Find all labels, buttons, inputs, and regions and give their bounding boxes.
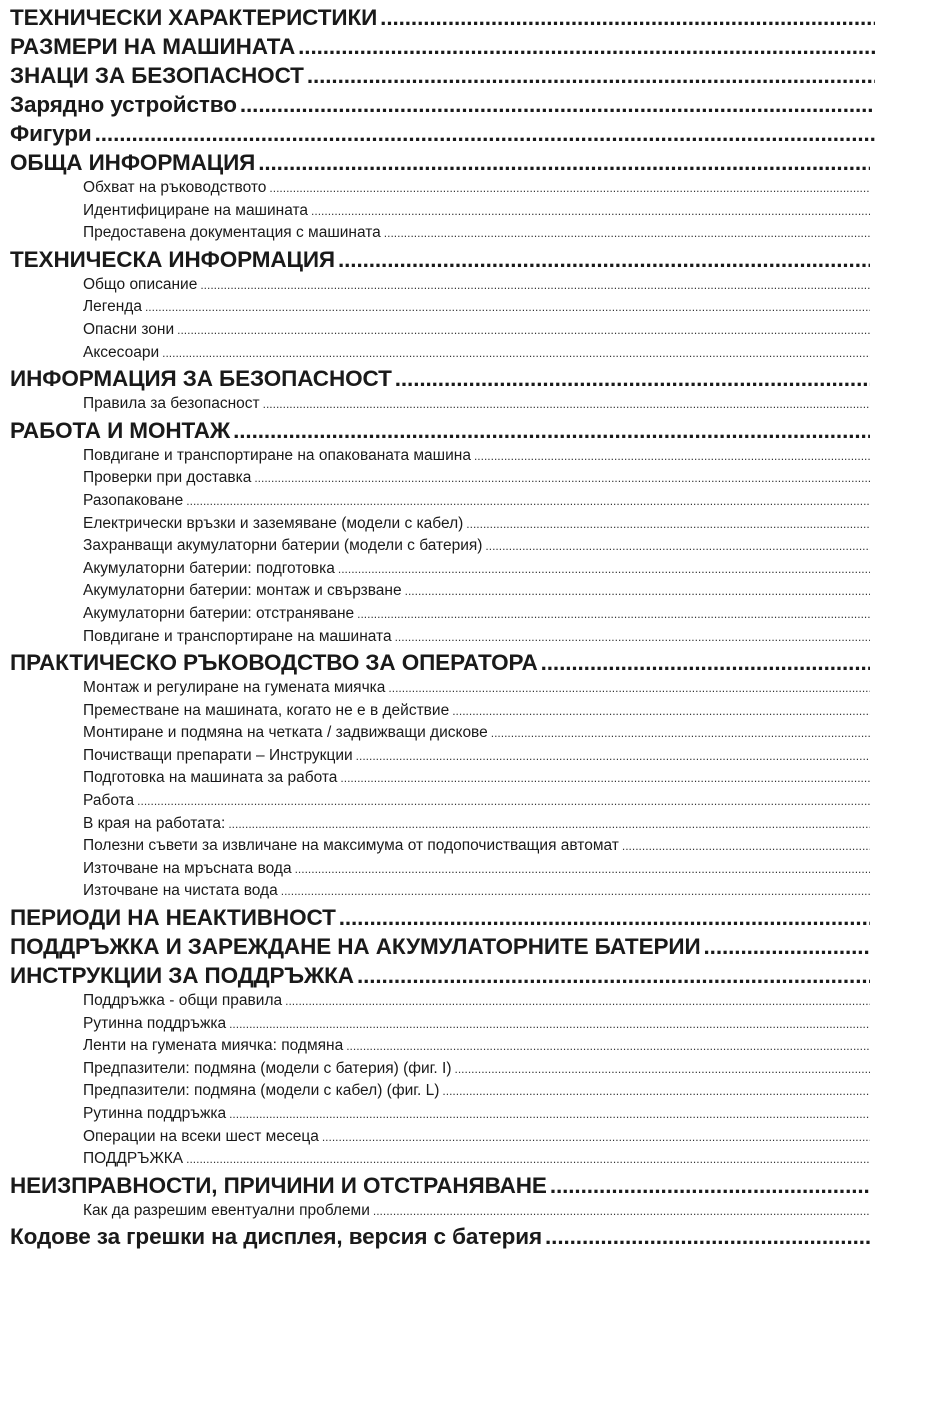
toc-entry[interactable] [10,32,875,61]
dot-leader [229,1103,870,1126]
toc-subentry[interactable] [10,513,870,536]
toc-subentry[interactable] [10,745,870,768]
toc-subentry[interactable] [10,222,870,245]
toc-entry[interactable] [10,961,870,990]
toc-entry-label: ТЕХНИЧЕСКА ИНФОРМАЦИЯ [10,246,335,272]
toc-subentry[interactable] [10,535,870,558]
toc-subentry-label: Рутинна поддръжка [83,1014,227,1032]
dot-leader [485,535,870,558]
dot-leader [298,32,875,61]
toc-entry-label: ПРАКТИЧЕСКО РЪКОВОДСТВО ЗА ОПЕРАТОРА [10,650,538,676]
toc-subentry[interactable] [10,767,870,790]
toc-subentry[interactable] [10,700,870,723]
dot-leader [466,513,870,536]
dot-leader [258,148,870,177]
toc-subentry-label: Монтаж и регулиране на гумената миячка [83,679,386,697]
toc-subentry[interactable] [10,393,870,416]
toc-subentry[interactable] [10,1200,870,1223]
dot-leader [622,835,870,858]
toc-subentry-label: Рутинна поддръжка [83,1105,227,1122]
toc-entry-label: Фигури [10,121,92,146]
toc-subentry-label: Идентифициране на машината [83,201,309,219]
dot-leader [295,858,870,881]
dot-leader [307,61,875,90]
toc-subentry[interactable] [10,445,870,468]
toc-subentry[interactable] [10,200,870,223]
toc-entry[interactable] [10,119,875,148]
toc-subentry[interactable] [10,677,870,700]
toc-subentry-label: Работа [83,792,135,810]
dot-leader [338,558,870,581]
dot-leader [395,626,870,649]
toc-entry-label: ОБЩА ИНФОРМАЦИЯ [10,150,256,175]
toc-subentry[interactable] [10,722,870,745]
toc-entry[interactable] [10,3,875,32]
toc-subentry[interactable] [10,1058,870,1081]
toc-subentry-label: Аксесоари [83,343,160,361]
dot-leader [311,200,870,223]
dot-leader [281,880,870,903]
dot-leader [228,813,870,836]
toc-subentry[interactable] [10,342,870,365]
toc-subentry[interactable] [10,835,870,858]
toc-entry[interactable] [10,245,870,274]
toc-subentry-label: Монтиране и подмяна на четката / задвижващи дискове [83,724,488,742]
dot-leader [137,790,870,813]
toc-entry-label: ПОДДРЪЖКА И ЗАРЕЖДАНЕ НА АКУМУЛАТОРНИТЕ БАТЕРИИ [10,934,701,960]
toc-subentry-label: Предпазители: подмяна (модели с батерия) (фиг. I) [83,1059,452,1077]
toc-subentry-label: Повдигане и транспортиране на опакованата машина [83,446,471,464]
dot-leader [339,903,870,932]
toc-subentry-label: Общо описание [83,275,198,293]
toc-subentry[interactable] [10,467,870,490]
toc-subentry[interactable] [10,1148,870,1171]
toc-subentry-label: Полезни съвети за извличане на максимума от подопочистващия автомат [83,837,619,855]
dot-leader [388,677,870,700]
toc-subentry[interactable] [10,1035,870,1058]
toc-subentry[interactable] [10,580,870,603]
dot-leader [240,90,875,119]
dot-leader [285,990,870,1013]
dot-leader [474,445,870,468]
dot-leader [373,1200,870,1223]
toc-subentry-label: В края на работата: [83,814,226,832]
dot-leader [186,490,870,513]
dot-leader [254,467,870,490]
toc-subentry-label: Предпазители: подмяна (модели с кабел) (фиг. L) [83,1082,440,1100]
dot-leader [145,296,870,319]
toc-subentry-label: Поддръжка - общи правила [83,992,283,1010]
toc-subentry-label: Обхват на ръководството [83,179,267,196]
toc-entry-label: Кодове за грешки на дисплея, версия с батерия [10,1224,543,1250]
toc-entry[interactable] [10,416,870,445]
toc-subentry[interactable] [10,880,870,903]
toc-subentry-label: Ленти на гумената миячка: подмяна [83,1037,344,1055]
toc-subentry-label: Акумулаторни батерии: отстраняване [83,604,355,622]
toc-entry[interactable] [10,364,870,393]
toc-entry-label: НЕИЗПРАВНОСТИ, ПРИЧИНИ И ОТСТРАНЯВАНЕ [10,1172,547,1198]
toc-entry[interactable] [10,61,875,90]
toc-subentry-label: Акумулаторни батерии: монтаж и свързване [83,582,402,600]
dot-leader [186,1148,870,1171]
toc-subentry-label: Преместване на машината, когато не е в действие [83,701,450,719]
toc-entry[interactable] [10,1171,870,1200]
dot-leader [491,722,870,745]
toc-subentry-label: Акумулаторни батерии: подготовка [83,559,335,577]
toc-subentry[interactable] [10,790,870,813]
toc-subentry[interactable] [10,319,870,342]
toc-entry-label: Зарядно устройство [10,92,237,117]
toc-subentry[interactable] [10,626,870,649]
toc-entry[interactable] [10,148,870,177]
toc-entry[interactable] [10,648,870,677]
toc-subentry-label: ПОДДРЪЖКА [83,1150,184,1168]
toc-subentry-label: Източване на чистата вода [83,882,278,900]
dot-leader [452,700,870,723]
dot-leader [455,1058,870,1081]
dot-leader [200,274,870,297]
toc-subentry[interactable] [10,1103,870,1126]
dot-leader [545,1222,870,1251]
toc-subentry-label: Подготовка на машината за работа [83,769,338,787]
toc-entry-label: ТЕХНИЧЕСКИ ХАРАКТЕРИСТИКИ [10,5,378,30]
toc-subentry-label: Правила за безопасност [83,395,260,413]
toc-subentry-label: Почистващи препарати – Инструкции [83,746,353,764]
dot-leader [357,603,870,626]
toc-entry[interactable] [10,90,875,119]
toc-entry-label: ИНФОРМАЦИЯ ЗА БЕЗОПАСНОСТ [10,366,392,392]
toc-subentry-label: Как да разрешим евентуални проблеми [83,1201,370,1219]
dot-leader [442,1080,870,1103]
toc-entry-label: ПЕРИОДИ НА НЕАКТИВНОСТ [10,905,336,931]
toc-entry[interactable] [10,903,870,932]
dot-leader [263,393,870,416]
toc-subentry-label: Операции на всеки шест месеца [83,1127,319,1145]
toc-subentry[interactable] [10,490,870,513]
toc-subentry-label: Захранващи акумулаторни батерии (модели с батерия) [83,537,483,555]
toc-subentry-label: Източване на мръсната вода [83,859,292,877]
dot-leader [269,177,870,200]
toc-entry[interactable] [10,1222,870,1251]
toc-subentry[interactable] [10,858,870,881]
dot-leader [357,961,870,990]
toc-entry-label: ИНСТРУКЦИИ ЗА ПОДДРЪЖКА [10,963,354,989]
toc-subentry-label: Легенда [83,298,142,316]
dot-leader [704,932,870,961]
dot-leader [340,767,870,790]
toc-entry-label: ЗНАЦИ ЗА БЕЗОПАСНОСТ [10,63,304,88]
dot-leader [229,1013,870,1036]
dot-leader [380,3,875,32]
toc-entry-label: РАБОТА И МОНТАЖ [10,417,231,443]
dot-leader [177,319,870,342]
dot-leader [384,222,870,245]
toc-subentry[interactable] [10,813,870,836]
dot-leader [95,119,875,148]
toc-subentry[interactable] [10,1080,870,1103]
dot-leader [162,342,870,365]
dot-leader [550,1171,870,1200]
toc-subentry-label: Повдигане и транспортиране на машината [83,627,392,645]
toc-subentry[interactable] [10,603,870,626]
dot-leader [356,745,870,768]
toc-entry-label: РАЗМЕРИ НА МАШИНАТА [10,34,296,59]
dot-leader [338,245,870,274]
toc-entry[interactable] [10,932,870,961]
toc-subentry[interactable] [10,274,870,297]
toc-subentry-label: Електрически връзки и заземяване (модели с кабел) [83,514,464,532]
toc-subentry[interactable] [10,1126,870,1149]
toc-subentry-label: Разопаковане [83,491,184,509]
toc-subentry[interactable] [10,177,870,200]
toc-subentry-label: Опасни зони [83,320,175,338]
toc-subentry[interactable] [10,296,870,319]
toc-subentry-label: Проверки при доставка [83,469,252,487]
dot-leader [541,648,870,677]
toc-subentry[interactable] [10,1013,870,1036]
dot-leader [395,364,870,393]
table-of-contents [10,3,950,1251]
dot-leader [405,580,870,603]
dot-leader [346,1035,870,1058]
toc-subentry-label: Предоставена документация с машината [83,224,381,242]
toc-subentry[interactable] [10,558,870,581]
dot-leader [233,416,870,445]
toc-subentry[interactable] [10,990,870,1013]
dot-leader [322,1126,870,1149]
